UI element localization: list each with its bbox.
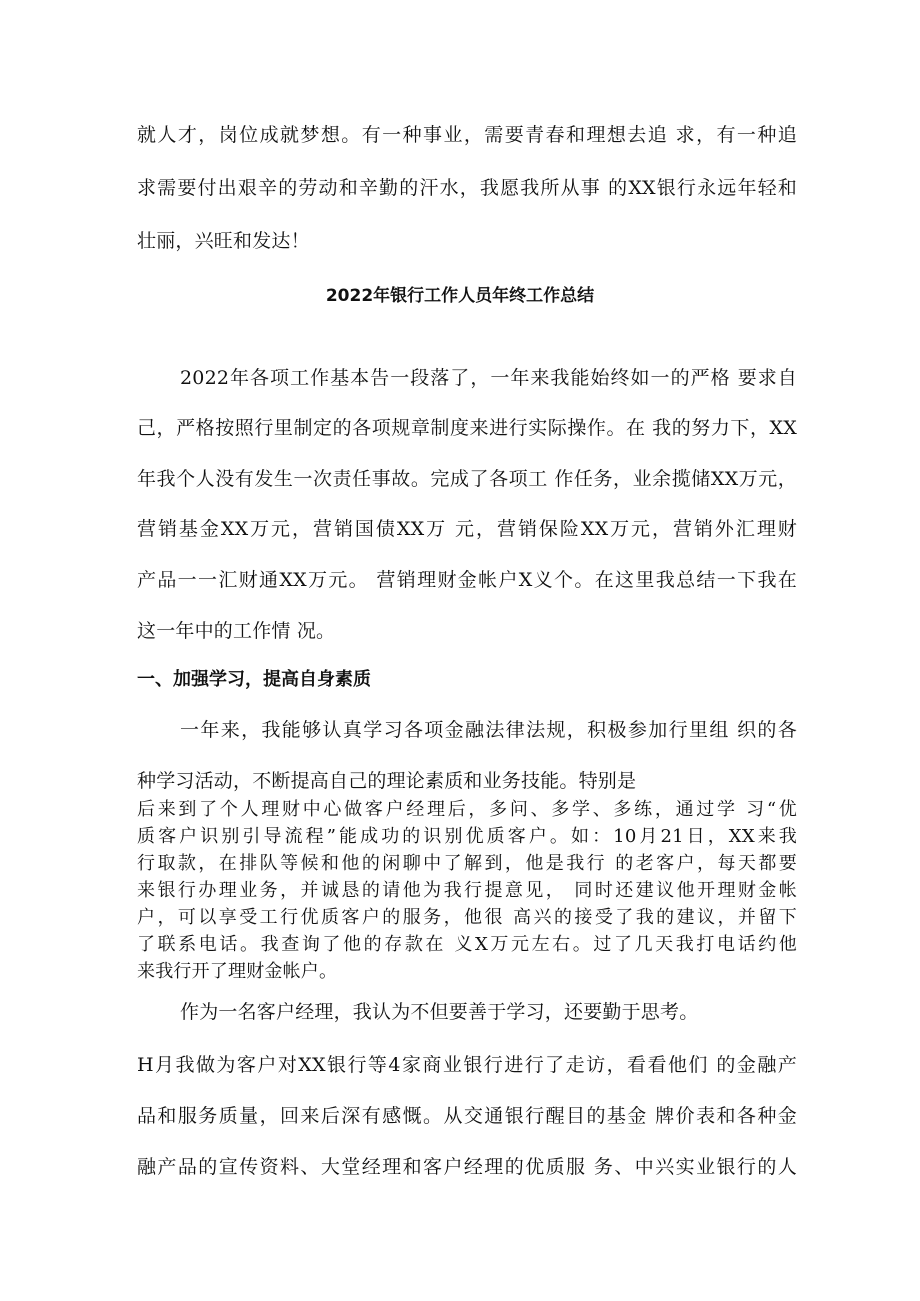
- para2-tight-line-2: 质客户识别引导流程”能成功的识别优质客户。如：10月21日，XX来我: [137, 826, 797, 847]
- para2-tight-line-7: 来我行开了理财金帐户。: [137, 961, 338, 982]
- para1-line-6: 这一年中的工作情 况。: [137, 620, 336, 642]
- para1-line-3: 年我个人没有发生一次责任事故。完成了各项工 作任务，业余揽储XX万元，: [137, 468, 797, 490]
- para2-tight-line-3: 行取款，在排队等候和他的闲聊中了解到，他是我行 的老客户，每天都要: [137, 853, 797, 874]
- para3-line-4: 融产品的宣传资料、大堂经理和客户经理的优质服 务、中兴实业银行的人: [137, 1156, 797, 1178]
- intro-line-1: 就人才，岗位成就梦想。有一种事业，需要青春和理想去追 求，有一种追: [137, 124, 797, 146]
- para2-line-1: 一年来，我能够认真学习各项金融法律法规，积极参加行里组 织的各: [180, 719, 797, 741]
- para1-line-1: 2022年各项工作基本告一段落了，一年来我能始终如一的严格 要求自: [180, 367, 797, 389]
- para2-tight-line-5: 户，可以享受工行优质客户的服务，他很 高兴的接受了我的建议，并留下: [137, 907, 797, 928]
- para3-line-2: H月我做为客户对XX银行等4家商业银行进行了走访，看看他们 的金融产: [137, 1054, 797, 1076]
- para1-line-4: 营销基金XX万元，营销国债XX万 元，营销保险XX万元，营销外汇理财: [137, 518, 797, 540]
- document-title: 2022年银行工作人员年终工作总结: [325, 286, 595, 306]
- para3-line-1: 作为一名客户经理，我认为不但要善于学习，还要勤于思考。: [180, 1001, 699, 1023]
- para2-tight-line-6: 了联系电话。我查询了他的存款在 义X万元左右。过了几天我打电话约他: [137, 934, 797, 955]
- para2-tight-line-1: 后来到了个人理财中心做客户经理后，多问、多学、多练，通过学 习“优: [137, 799, 797, 820]
- para3-line-3: 品和服务质量，回来后深有感慨。从交通银行醒目的基金 牌价表和各种金: [137, 1105, 797, 1127]
- intro-line-3: 壮丽，兴旺和发达！: [137, 230, 310, 252]
- intro-line-2: 求需要付出艰辛的劳动和辛勤的汗水，我愿我所从事 的XX银行永远年轻和: [137, 177, 797, 199]
- para2-tight-line-4: 来银行办理业务，并诚恳的请他为我行提意见， 同时还建议他开理财金帐: [137, 880, 797, 901]
- para1-line-2: 己，严格按照行里制定的各项规章制度来进行实际操作。在 我的努力下，XX: [137, 417, 797, 439]
- section-heading-1: 一、加强学习，提高自身素质: [137, 669, 371, 690]
- para1-line-5: 产品一一汇财通XX万元。 营销理财金帐户X义个。在这里我总结一下我在: [137, 569, 797, 591]
- para2-line-2: 种学习活动，不断提高自己的理论素质和业务技能。特别是: [137, 770, 637, 792]
